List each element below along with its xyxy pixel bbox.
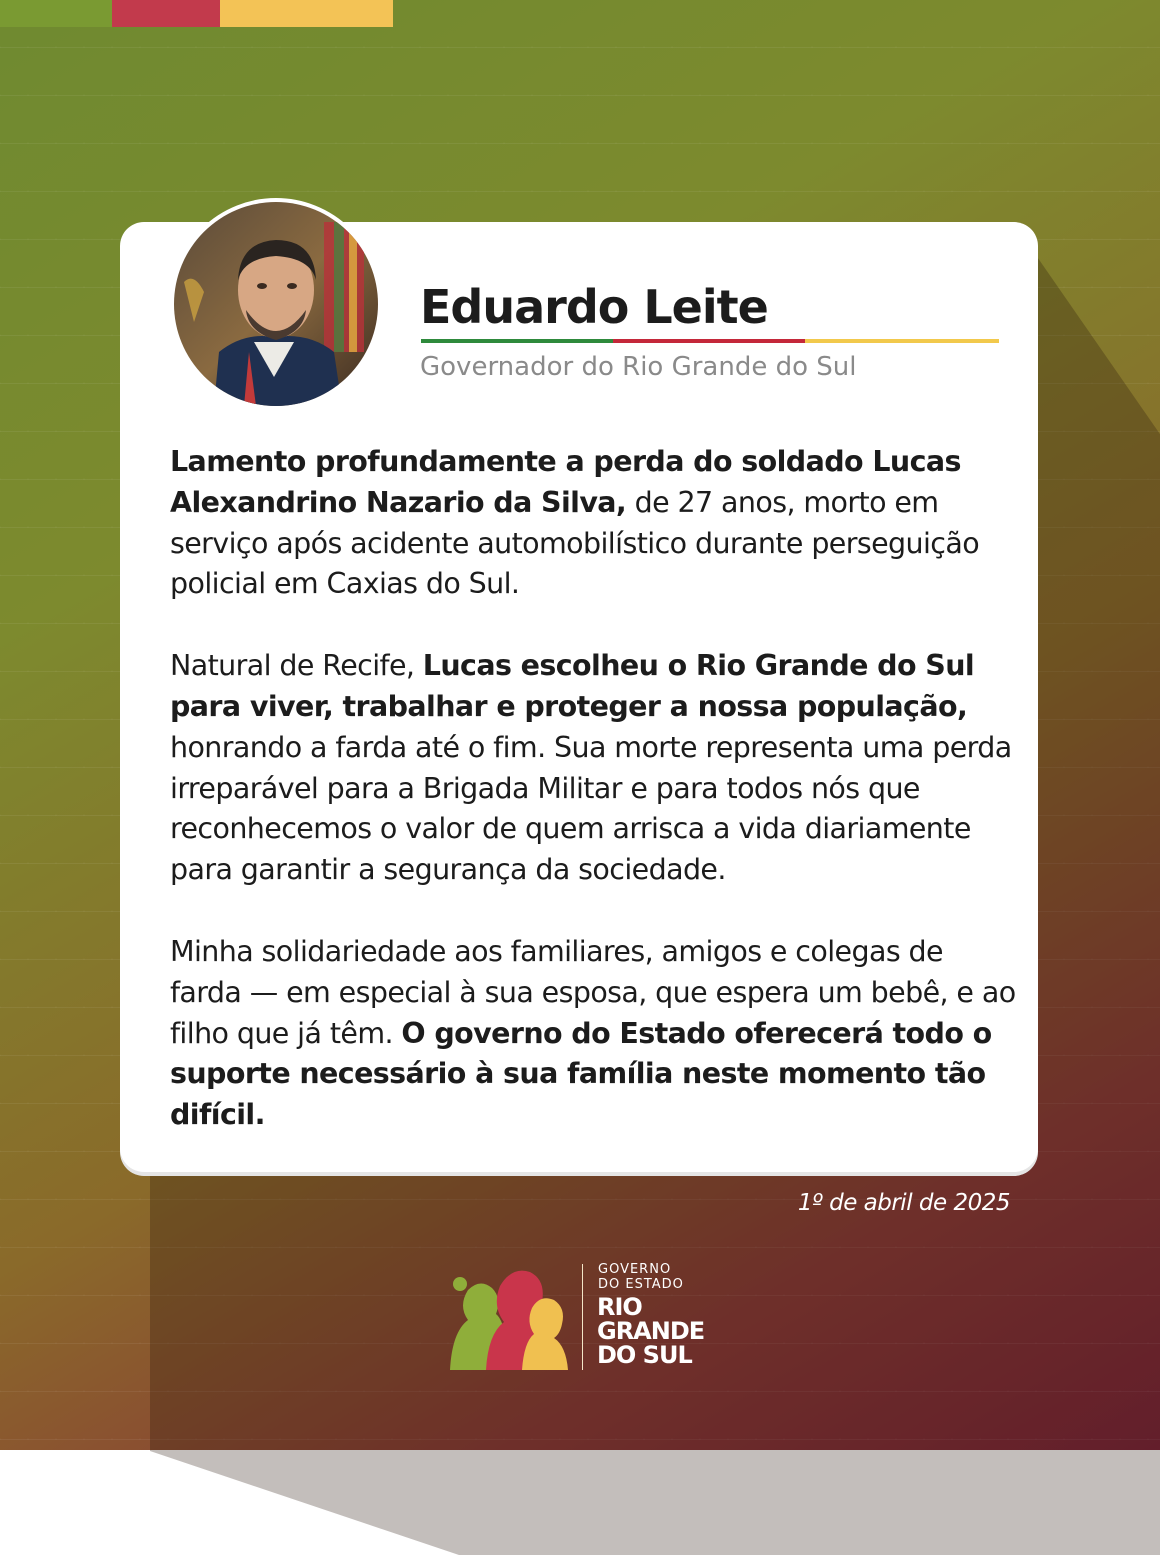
logo-text-small (598, 1262, 738, 1292)
logo-line-rio: RIO (597, 1293, 642, 1321)
logo-line-grande: GRANDE (597, 1317, 705, 1345)
people-silhouettes-logo-icon (446, 1262, 580, 1374)
top-bar-yellow (220, 0, 393, 27)
portrait-icon (174, 202, 378, 406)
underline-yellow (805, 339, 999, 343)
paragraph-2-bold: Lucas escolheu o Rio Grande do Sul para viver, trabalhar e proteger a nossa população, (170, 649, 975, 723)
logo-text-big (597, 1295, 737, 1367)
name-underline-tricolor (421, 339, 999, 343)
logo-line-governo: GOVERNO (598, 1262, 672, 1277)
person-role: Governador do Rio Grande do Sul (420, 352, 857, 382)
paragraph-1-bold: Lamento profundamente a perda do soldado Lucas Alexandrino Nazario da Silva, (170, 445, 961, 519)
logo-line-do-estado: DO ESTADO (598, 1277, 684, 1292)
paragraph-1-text: de 27 anos, morto em serviço após acidente automobilístico durante perseguição policial em Caxias do Sul. (170, 485, 980, 601)
paragraph-2-text-a: Natural de Recife, (170, 649, 423, 683)
top-color-bar (0, 0, 393, 27)
underline-green (421, 339, 613, 343)
top-bar-red (112, 0, 220, 27)
paragraph-3-bold: O governo do Estado oferecerá todo o suporte necessário à sua família neste momento tão difícil. (170, 1016, 992, 1132)
statement-date: 1º de abril de 2025 (797, 1190, 1010, 1216)
person-name: Eduardo Leite (420, 280, 768, 334)
paragraph-3-text: Minha solidariedade aos familiares, amigos e colegas de farda — em especial à sua esposa, que espera um bebê, e ao filho que já têm. (170, 934, 1016, 1050)
statement-body (170, 442, 1020, 1177)
paragraph-3 (170, 932, 1020, 1136)
underline-red (613, 339, 805, 343)
paragraph-2 (170, 646, 1020, 891)
logo-line-do-sul: DO SUL (597, 1341, 692, 1369)
logo-divider (582, 1264, 583, 1370)
avatar (170, 198, 382, 410)
top-bar-green (0, 0, 112, 27)
paragraph-2-text-b: honrando a farda até o fim. Sua morte representa uma perda irreparável para a Brigada Militar e para todos nós que reconhecemos o valor de quem arrisca a vida diariamente para garantir a segurança da sociedade. (170, 730, 1012, 887)
paragraph-1 (170, 442, 1020, 605)
